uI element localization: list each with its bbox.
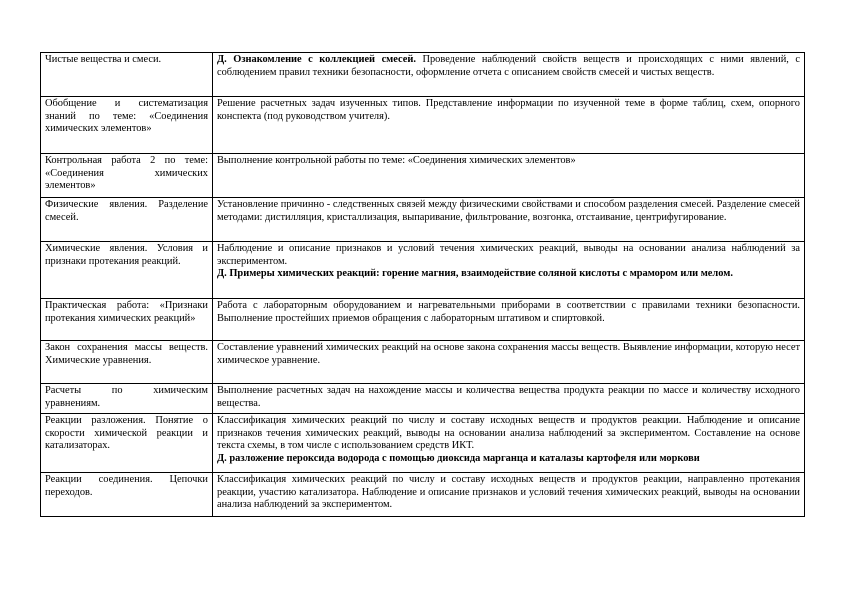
lesson-topic-cell: Химические явления. Условия и признаки протекания реакций.: [41, 242, 213, 299]
lesson-topic-cell: Реакции разложения. Понятие о скорости химической реакции и катализаторах.: [41, 414, 213, 473]
lesson-topic-cell: Контрольная работа 2 по теме: «Соединения химических элементов»: [41, 154, 213, 198]
curriculum-table: [40, 52, 805, 517]
lesson-topic-cell: Закон сохранения массы веществ. Химические уравнения.: [41, 341, 213, 384]
activity-text: Работа с лабораторным оборудованием и нагревательными приборами в соответствии с правилами техники безопасности. Выполнение простейших приемов обращения с лабораторным штативом и спиртовкой.: [217, 300, 800, 324]
demonstration-text: Д. Ознакомление с коллекцией смесей.: [217, 54, 416, 65]
activity-text: Установление причинно - следственных связей между физическими свойствами и способом разделения смесей. Разделение смесей методами: дистилляция, кристаллизация, выпаривание, фильтрование, возгонка, отстаивание, центрифугирование.: [217, 199, 800, 223]
lesson-topic-cell: Чистые вещества и смеси.: [41, 53, 213, 97]
activity-description-cell: [213, 299, 805, 341]
lesson-topic-cell: Практическая работа: «Признаки протекания химических реакций»: [41, 299, 213, 341]
activity-description-cell: [213, 473, 805, 517]
table-row: [41, 414, 805, 473]
table-row: [41, 242, 805, 299]
activity-description-cell: [213, 154, 805, 198]
activity-text: Выполнение расчетных задач на нахождение массы и количества вещества продукта реакции по массе и количеству исходного вещества.: [217, 385, 800, 409]
lesson-topic-cell: Расчеты по химическим уравнениям.: [41, 384, 213, 414]
activity-description-cell: [213, 198, 805, 242]
activity-description-cell: [213, 341, 805, 384]
demonstration-text: Д. разложение пероксида водорода с помощью диоксида марганца и каталазы картофеля или моркови: [217, 452, 700, 464]
lesson-topic-cell: Обобщение и систематизация знаний по теме: «Соединения химических элементов»: [41, 97, 213, 154]
activity-text: Классификация химических реакций по числу и составу исходных веществ и продуктов реакции. Наблюдение и описание признаков течения химических реакций, выводы на основании анализа наблюдений за экспериментом. Составление на основе текста схемы, в том числе с использованием средств ИКТ.: [217, 415, 800, 452]
curriculum-table-body: [41, 53, 805, 517]
activity-text: Классификация химических реакций по числу и составу исходных веществ и продуктов реакции, направленно протекания реакции, участию катализатора. Наблюдение и описание признаков и условий течения химических реакций, выводы на основании анализа наблюдений за экспериментом.: [217, 474, 800, 511]
activity-description-cell: [213, 53, 805, 97]
table-row: [41, 53, 805, 97]
activity-text: Проведение наблюдений свойств веществ и происходящих с ними явлений, с соблюдением правил техники безопасности, оформление отчета с описанием свойств смесей и чистых веществ.: [217, 54, 800, 78]
activity-description-cell: [213, 414, 805, 473]
demonstration-text: Д. Примеры химических реакций: горение магния, взаимодействие соляной кислоты с мрамором или мелом.: [217, 268, 733, 280]
table-row: [41, 299, 805, 341]
lesson-topic-cell: Реакции соединения. Цепочки переходов.: [41, 473, 213, 517]
activity-text: Выполнение контрольной работы по теме: «Соединения химических элементов»: [217, 155, 576, 166]
lesson-topic-cell: Физические явления. Разделение смесей.: [41, 198, 213, 242]
activity-text: Решение расчетных задач изученных типов. Представление информации по изученной теме в форме таблиц, схем, опорного конспекта (под руководством учителя).: [217, 98, 800, 122]
activity-text: Составление уравнений химических реакций на основе закона сохранения массы веществ. Выявление информации, которую несет химическое уравнение.: [217, 342, 800, 366]
table-row: [41, 341, 805, 384]
table-row: [41, 97, 805, 154]
table-row: [41, 198, 805, 242]
activity-description-cell: [213, 97, 805, 154]
activity-description-cell: [213, 384, 805, 414]
activity-description-cell: [213, 242, 805, 299]
table-row: [41, 384, 805, 414]
table-row: [41, 154, 805, 198]
activity-text: Наблюдение и описание признаков и условий течения химических реакций, выводы на основании анализа наблюдений за экспериментом.: [217, 243, 800, 267]
table-row: [41, 473, 805, 517]
